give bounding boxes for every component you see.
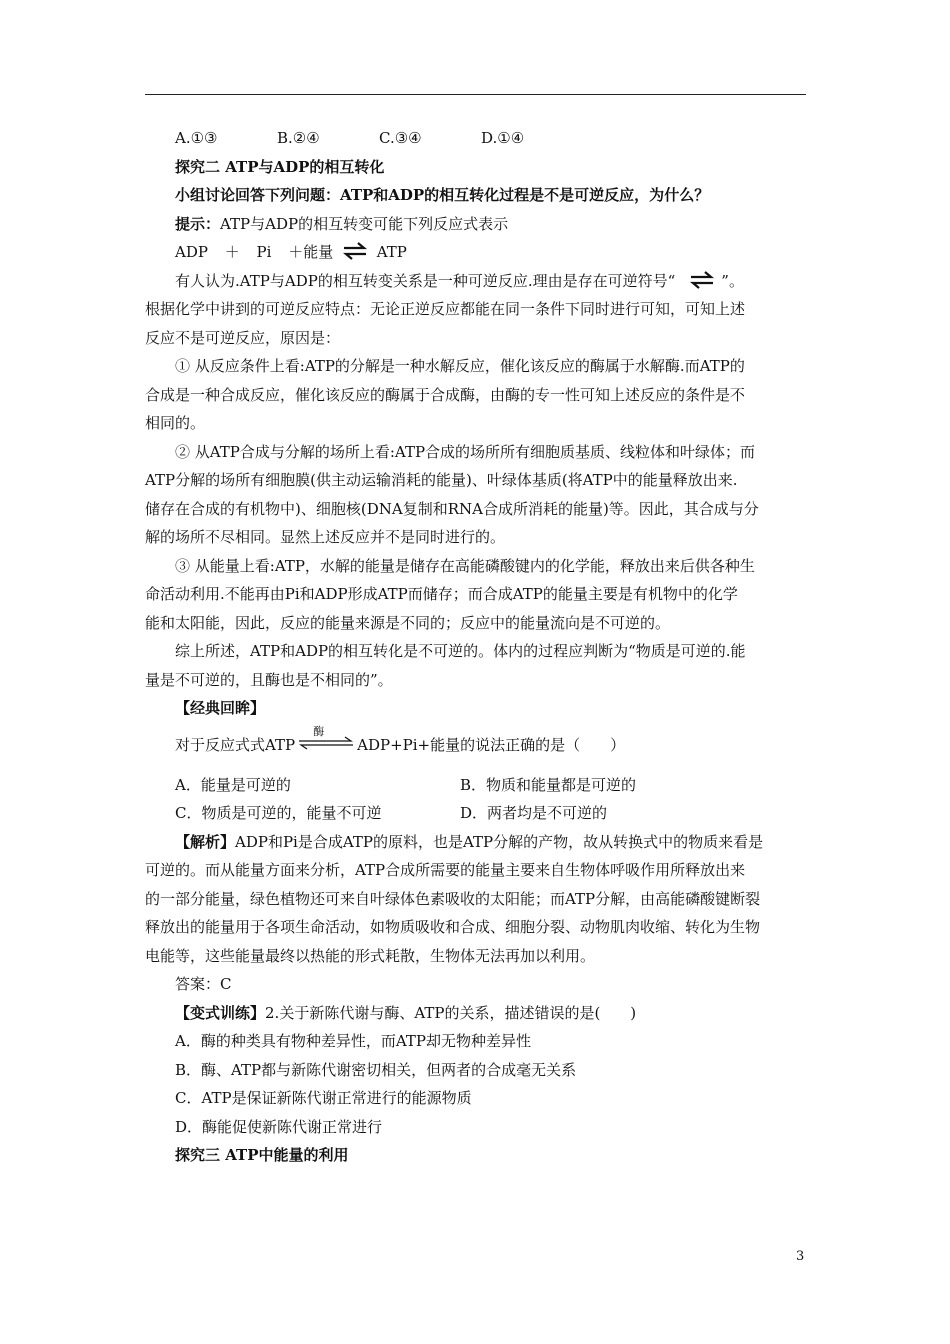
eq-plus: ＋ <box>224 243 240 261</box>
summary-line1: 综上所述，ATP和ADP的相互转化是不可逆的。体内的过程应判断为“物质是可逆的.能 <box>175 642 746 660</box>
hint-line <box>145 210 811 239</box>
analysis-answer: 答案：C <box>175 975 232 993</box>
variant-option-a: A．酶的种类具有物种差异性，而ATP却无物种差异性 <box>175 1032 531 1050</box>
point3-line3: 能和太阳能，因此，反应的能量来源是不同的；反应中的能量流向是不可逆的。 <box>145 613 671 632</box>
option-c: C.③④ <box>379 129 422 147</box>
analysis-line5: 电能等，这些能量最终以热能的形式耗散，生物体无法再加以利用。 <box>145 946 596 965</box>
option-a: A.①③ <box>175 129 218 147</box>
reversible-arrow-icon <box>342 242 368 260</box>
analysis-line3: 的一部分能量，绿色植物还可来自叶绿体色素吸收的太阳能；而ATP分解，由高能磷酸键断裂 <box>145 889 761 908</box>
variant-option-b: B．酶、ATP都与新陈代谢密切相关，但两者的合成毫无关系 <box>175 1060 577 1079</box>
point3-line2: 命活动利用.不能再由Pi和ADP形成ATP而储存；而合成ATP的能量主要是有机物中的化学 <box>145 585 738 603</box>
para1-line2: 根据化学中讲到的可逆反应特点：无论正逆反应都能在同一条件下同时进行可知，可知上述 <box>145 300 746 318</box>
variant-option-c: C．ATP是保证新陈代谢正常进行的能源物质 <box>175 1089 472 1107</box>
review-option-b: B．物质和能量都是可逆的 <box>460 775 637 794</box>
reaction-arrows-icon <box>297 732 355 754</box>
variant-option-d: D．酶能促使新陈代谢正常进行 <box>175 1117 383 1136</box>
analysis-label: 【解析】 <box>175 832 236 851</box>
point2-line2: ATP分解的场所有细胞膜(供主动运输消耗的能量)、叶绿体基质(将ATP中的能量释放出来. <box>145 471 738 489</box>
eq-atp: ATP <box>376 243 407 261</box>
review-option-a: A．能量是可逆的 <box>175 775 291 794</box>
analysis-line1 <box>145 828 811 857</box>
analysis-line2: 可逆的。而从能量方面来分析，ATP合成所需要的能量主要来自生物体呼吸作用所释放出来 <box>145 861 746 879</box>
equation <box>145 238 811 267</box>
eq-adp: ADP <box>175 243 208 261</box>
hint-label: 提示： <box>175 214 221 233</box>
para1-text-b: ”。 <box>721 271 744 290</box>
review-option-c: C．物质是可逆的，能量不可逆 <box>175 804 382 822</box>
review-stem <box>145 723 811 767</box>
hint-text: ATP与ADP的相互转变可能下列反应式表示 <box>220 214 509 233</box>
point3-line1: ③ 从能量上看:ATP，水解的能量是储存在高能磷酸键内的化学能，释放出来后供各种生 <box>175 556 755 575</box>
para1-text-a: 有人认为.ATP与ADP的相互转变关系是一种可逆反应.理由是存在可逆符号“ <box>175 271 676 290</box>
reversible-arrow-icon <box>689 271 715 289</box>
review-options-row2 <box>145 799 811 828</box>
variant-label: 【变式训练】 <box>175 1003 266 1022</box>
document-body <box>145 124 811 1170</box>
page-number: 3 <box>796 1249 805 1264</box>
point2-line4: 解的场所不尽相同。显然上述反应并不是同时进行的。 <box>145 528 506 546</box>
summary-line2: 量是不可逆的，且酶也是不相同的”。 <box>145 670 393 689</box>
analysis-line4: 释放出的能量用于各项生命活动，如物质吸收和合成、细胞分裂、动物肌肉收缩、转化为生物 <box>145 918 761 936</box>
eq-energy: ＋能量 <box>288 243 334 261</box>
point1-line3: 相同的。 <box>145 414 206 432</box>
group-question: 小组讨论回答下列问题：ATP和ADP的相互转化过程是不是可逆反应，为什么？ <box>175 186 710 204</box>
variant-stem <box>145 999 811 1028</box>
section2-title: 探究二 ATP与ADP的相互转化 <box>175 157 385 176</box>
point1-line1: ① 从反应条件上看:ATP的分解是一种水解反应，催化该反应的酶属于水解酶.而ATP的 <box>175 357 745 375</box>
variant-stem-text: 2.关于新陈代谢与酶、ATP的关系，描述错误的是( ) <box>265 1003 637 1022</box>
enzyme-label: 酶 <box>313 724 325 738</box>
analysis-text-1: ADP和Pi是合成ATP的原料，也是ATP分解的产物，故从转换式中的物质来看是 <box>235 832 764 851</box>
para1-line1 <box>145 267 811 296</box>
option-d: D.①④ <box>481 129 525 147</box>
point1-line2: 合成是一种合成反应，催化该反应的酶属于合成酶，由酶的专一性可知上述反应的条件是不 <box>145 385 746 404</box>
eq-pi: Pi <box>256 243 272 261</box>
review-option-d: D．两者均是不可逆的 <box>460 804 608 822</box>
q1-options <box>145 124 811 153</box>
para1-line3: 反应不是可逆反应，原因是： <box>145 328 341 347</box>
point2-line1: ② 从ATP合成与分解的场所上看:ATP合成的场所所有细胞质基质、线粒体和叶绿体；而 <box>175 442 756 461</box>
review-stem-b: ADP+Pi+能量的说法正确的是（ ） <box>357 735 626 754</box>
enzyme-arrow <box>297 724 355 754</box>
review-stem-a: 对于反应式式ATP <box>175 735 296 754</box>
section3-title: 探究三 ATP中能量的利用 <box>175 1146 349 1164</box>
header-rule <box>145 94 806 95</box>
point2-line3: 储存在合成的有机物中)、细胞核(DNA复制和RNA合成所消耗的能量)等。因此，其合成与分 <box>145 499 759 518</box>
review-heading: 【经典回眸】 <box>175 699 266 717</box>
option-b: B.②④ <box>277 129 320 147</box>
review-options-row1 <box>145 771 811 800</box>
